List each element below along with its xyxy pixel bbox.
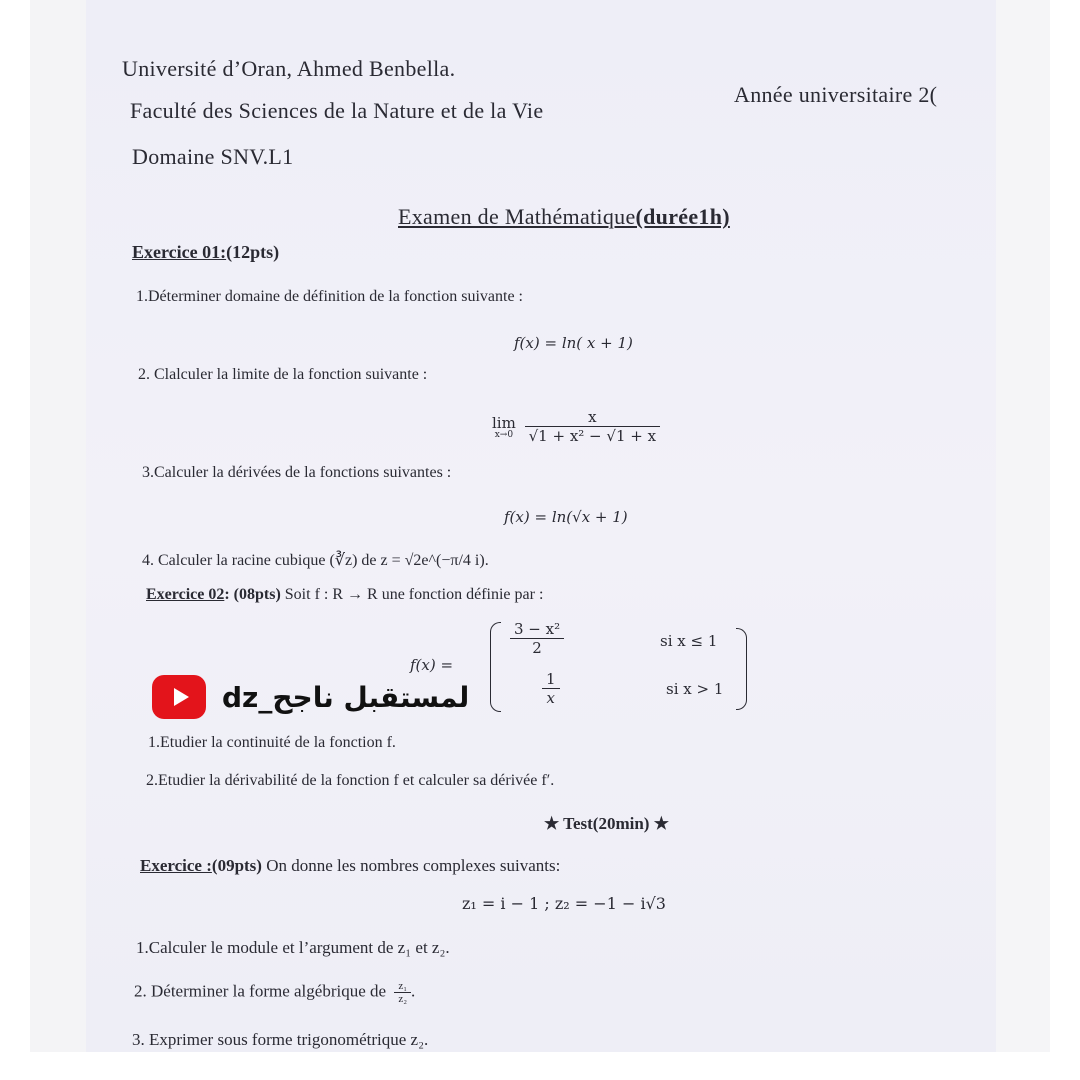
exercise-1-heading: Exercice 01:(12pts) [132, 242, 280, 262]
case-2-fraction [542, 670, 560, 707]
channel-watermark [152, 674, 469, 720]
case-1-condition: si x ≤ 1 [660, 632, 718, 650]
domain-name: Domaine SNV.L1 [132, 144, 294, 169]
ex2-question-2: 2.Etudier la dérivabilité de la fonction f et calculer sa dérivée f′. [146, 772, 555, 789]
test-heading: ★ Test(20min) ★ [544, 814, 669, 833]
watermark-text: لمستقبل ناجح_dz [222, 680, 470, 714]
case-1-fraction [510, 620, 564, 657]
ex1-question-2: 2. Clalculer la limite de la fonction suivante : [138, 366, 428, 383]
right-brace [736, 628, 747, 710]
youtube-icon [152, 675, 206, 719]
ex1-limit [492, 408, 660, 445]
limit-denominator: √1 + x² − √1 + x [525, 426, 660, 445]
exam-paper [86, 0, 996, 1052]
left-margin [30, 0, 86, 1052]
exercise-3-heading: Exercice :(09pts) On donne les nombres complexes suivants: [140, 856, 561, 875]
lim-word: lim [492, 413, 516, 432]
ex1-function-3: f(x) = ln(√x + 1) [504, 508, 628, 526]
right-margin [996, 0, 1050, 1052]
ex3-question-3: 3. Exprimer sous forme trigonométrique z₂. [132, 1030, 429, 1049]
lim-subscript: x→0 [494, 429, 514, 440]
case-2-numerator: 1 [546, 670, 556, 688]
left-brace [490, 622, 501, 712]
faculty-name: Faculté des Sciences de la Nature et de la Vie [130, 98, 544, 123]
case-2-denominator: x [542, 688, 560, 707]
ex1-question-1: 1.Déterminer domaine de définition de la fonction suivante : [136, 288, 523, 305]
ex3-question-2: 2. Déterminer la forme algébrique de $\frac{\text{z₁}}{\text{z₂}}$ . [134, 980, 416, 1005]
q2-numerator: z₁ [398, 980, 408, 992]
case-1-numerator: 3 − x² [514, 620, 561, 638]
piecewise-label: f(x) = [410, 656, 454, 674]
ex3-question-1: 1.Calculer le module et l’argument de z₁ et z₂. [136, 938, 450, 957]
limit-fraction [525, 408, 660, 445]
exam-title: Examen de Mathématique(durée1h) [398, 204, 730, 229]
academic-year: Année universitaire 2( [734, 82, 938, 107]
case-2-condition: si x > 1 [666, 680, 724, 698]
ex1-function-1: f(x) = ln( x + 1) [514, 334, 633, 352]
university-name: Université d’Oran, Ahmed Benbella. [122, 56, 456, 81]
exercise-2-heading: Exercice 02: (08pts) Soit f : R → R une fonction définie par : [146, 586, 544, 603]
ex1-question-4: 4. Calculer la racine cubique (∛z) de z = √2e^(−π/4 i). [142, 552, 489, 569]
q2-denominator: z₂ [394, 992, 411, 1005]
ex1-question-3: 3.Calculer la dérivées de la fonctions suivantes : [142, 464, 452, 481]
complex-numbers: z₁ = i − 1 ; z₂ = −1 − i√3 [462, 894, 666, 913]
case-1-denominator: 2 [510, 638, 564, 657]
limit-numerator: x [588, 408, 597, 426]
ex2-question-1: 1.Etudier la continuité de la fonction f. [148, 734, 396, 751]
